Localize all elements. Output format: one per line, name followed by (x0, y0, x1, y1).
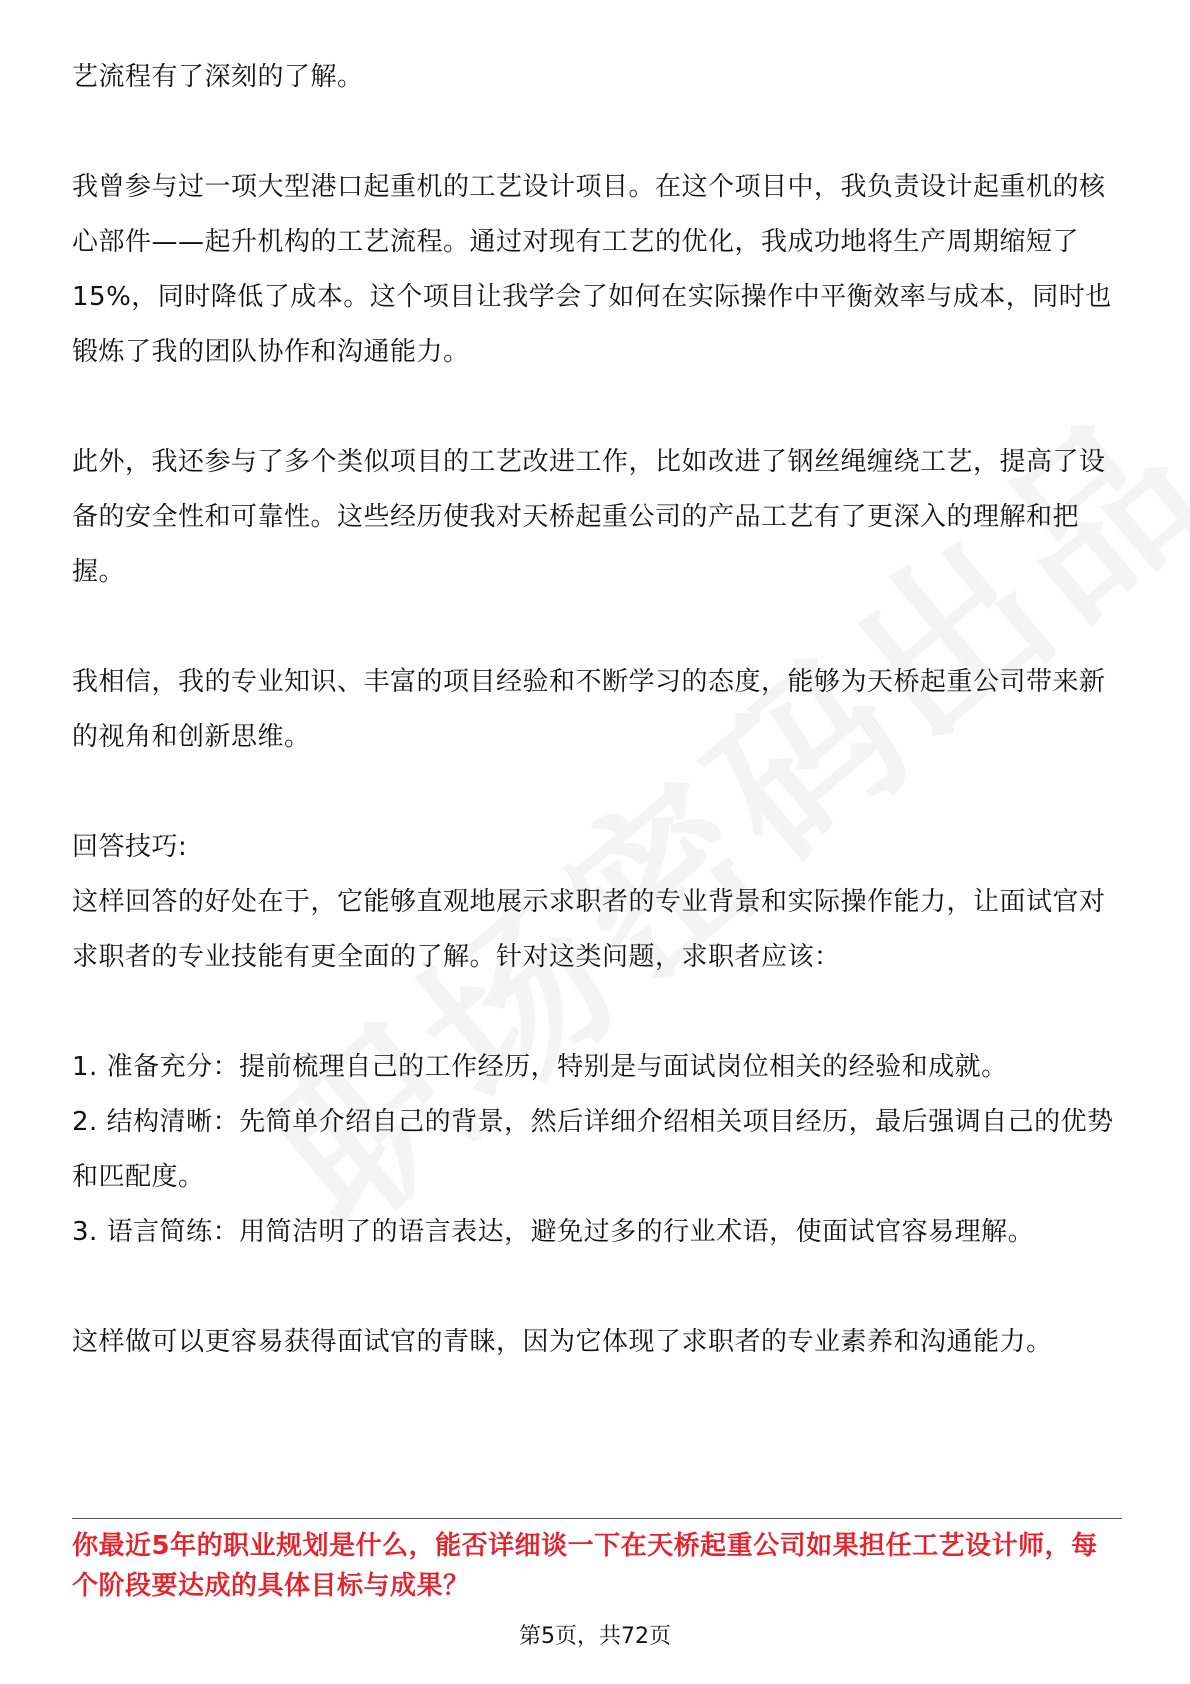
paragraph-conclusion: 我相信，我的专业知识、丰富的项目经验和不断学习的态度，能够为天桥起重公司带来新的视角和创新思维。 (72, 667, 1106, 752)
tip-item: 1. 准备充分：提前梳理自己的工作经历，特别是与面试岗位相关的经验和成就。 (72, 1052, 1008, 1082)
paragraph-additional-experience: 此外，我还参与了多个类似项目的工艺改进工作，比如改进了钢丝绳缠绕工艺，提高了设备的安全性和可靠性。这些经历使我对天桥起重公司的产品工艺有了更深入的理解和把握。 (72, 447, 1106, 587)
closing-paragraph: 这样做可以更容易获得面试官的青睐，因为它体现了求职者的专业素养和沟通能力。 (72, 1327, 1053, 1357)
answer-body (72, 50, 1122, 1370)
tip-item: 2. 结构清晰：先简单介绍自己的背景，然后详细介绍相关项目经历，最后强调自己的优势和匹配度。 (72, 1107, 1114, 1192)
tip-item: 3. 语言简练：用简洁明了的语言表达，避免过多的行业术语，使面试官容易理解。 (72, 1217, 1035, 1247)
tips-heading: 回答技巧: (72, 832, 188, 862)
paragraph-project-experience: 我曾参与过一项大型港口起重机的工艺设计项目。在这个项目中，我负责设计起重机的核心部件——起升机构的工艺流程。通过对现有工艺的优化，我成功地将生产周期缩短了15%，同时降低了成本。这个项目让我学会了如何在实际操作中平衡效率与成本，同时也锻炼了我的团队协作和沟通能力。 (72, 172, 1112, 367)
section-divider (72, 1518, 1122, 1519)
next-question-heading: 你最近5年的职业规划是什么，能否详细谈一下在天桥起重公司如果担任工艺设计师，每个阶段要达成的具体目标与成果？ (72, 1531, 1098, 1601)
tips-intro: 这样回答的好处在于，它能够直观地展示求职者的专业背景和实际操作能力，让面试官对求职者的专业技能有更全面的了解。针对这类问题，求职者应该： (72, 887, 1106, 972)
page-number: 第5页，共72页 (519, 1624, 671, 1649)
paragraph-continuation: 艺流程有了深刻的了解。 (72, 62, 364, 92)
